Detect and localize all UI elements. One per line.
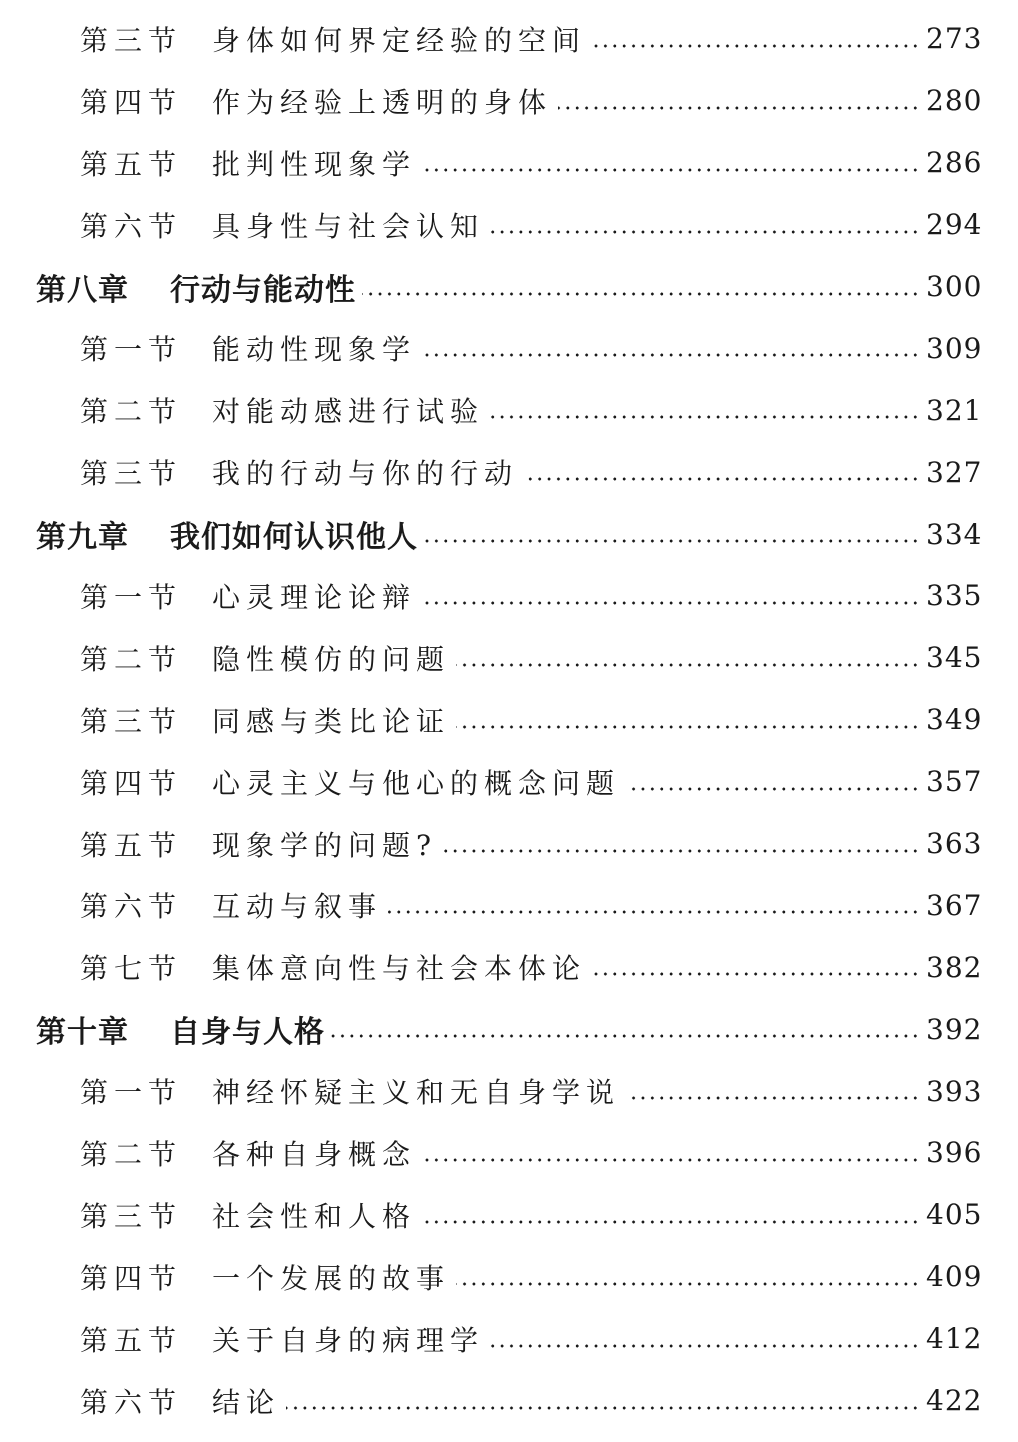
entry-title: 我的行动与你的行动	[212, 457, 519, 491]
entry-title: 社会性和人格	[212, 1199, 417, 1233]
entry-title: 能动性现象学	[212, 333, 417, 367]
dot-leader	[490, 1344, 920, 1348]
section-label: 第五节	[80, 1323, 183, 1357]
entry-title: 自身与人格	[170, 1015, 325, 1051]
entry-title: 现象学的问题?	[212, 828, 438, 862]
dot-leader	[456, 663, 920, 667]
entry-title: 心灵理论论辩	[212, 580, 417, 614]
dot-leader	[524, 477, 920, 481]
toc-section-entry[interactable]	[0, 1122, 1018, 1184]
toc-chapter-entry[interactable]	[0, 256, 1018, 318]
page-number: 286	[926, 146, 983, 180]
entry-title: 神经怀疑主义和无自身学说	[212, 1076, 621, 1110]
page-number: 363	[926, 827, 983, 861]
dot-leader	[422, 601, 920, 605]
section-label: 第二节	[80, 1137, 183, 1171]
page-number: 396	[926, 1136, 983, 1170]
toc-section-entry[interactable]	[0, 813, 1018, 875]
toc-chapter-entry[interactable]	[0, 998, 1018, 1060]
dot-leader	[422, 1220, 920, 1224]
entry-title: 批判性现象学	[212, 147, 417, 181]
page-number: 422	[926, 1384, 983, 1418]
page-number: 392	[926, 1012, 983, 1046]
entry-title: 互动与叙事	[212, 890, 383, 924]
toc-section-entry[interactable]	[0, 379, 1018, 441]
section-label: 第一节	[80, 580, 183, 614]
section-label: 第五节	[80, 147, 183, 181]
toc-section-entry[interactable]	[0, 874, 1018, 936]
entry-title: 一个发展的故事	[212, 1261, 451, 1295]
section-label: 第三节	[80, 704, 183, 738]
entry-title: 身体如何界定经验的空间	[212, 23, 587, 57]
toc-section-entry[interactable]	[0, 627, 1018, 689]
dot-leader	[592, 972, 920, 976]
page-number: 412	[926, 1322, 983, 1356]
page-number: 409	[926, 1260, 983, 1294]
dot-leader	[362, 292, 920, 296]
section-label: 第四节	[80, 85, 183, 119]
page-number: 357	[926, 765, 983, 799]
page-number: 367	[926, 888, 983, 922]
toc-section-entry[interactable]	[0, 70, 1018, 132]
dot-leader	[626, 787, 920, 791]
page-number: 294	[926, 208, 983, 242]
page-number: 405	[926, 1198, 983, 1232]
section-label: 第二节	[80, 395, 183, 429]
section-label: 第六节	[80, 209, 183, 243]
toc-section-entry[interactable]	[0, 1184, 1018, 1246]
entry-title: 我们如何认识他人	[170, 520, 418, 556]
table-of-contents	[0, 8, 1018, 1431]
section-label: 第一节	[80, 333, 183, 367]
dot-leader	[424, 539, 920, 543]
section-label: 第二节	[80, 642, 183, 676]
section-label: 第七节	[80, 952, 183, 986]
section-label: 第一节	[80, 1076, 183, 1110]
toc-section-entry[interactable]	[0, 689, 1018, 751]
toc-section-entry[interactable]	[0, 565, 1018, 627]
dot-leader	[456, 1282, 920, 1286]
section-label: 第六节	[80, 890, 183, 924]
dot-leader	[456, 725, 920, 729]
toc-section-entry[interactable]	[0, 1060, 1018, 1122]
entry-title: 心灵主义与他心的概念问题	[212, 766, 621, 800]
page-number: 393	[926, 1074, 983, 1108]
toc-section-entry[interactable]	[0, 8, 1018, 70]
dot-leader	[422, 1158, 920, 1162]
entry-title: 同感与类比论证	[212, 704, 451, 738]
page-number: 335	[926, 579, 983, 613]
page-number: 327	[926, 455, 983, 489]
page-number: 382	[926, 950, 983, 984]
dot-leader	[422, 353, 920, 357]
entry-title: 具身性与社会认知	[212, 209, 485, 243]
dot-leader	[490, 230, 920, 234]
page-number: 334	[926, 517, 983, 551]
toc-chapter-entry[interactable]	[0, 503, 1018, 565]
entry-title: 作为经验上透明的身体	[212, 85, 553, 119]
section-label: 第四节	[80, 1261, 183, 1295]
dot-leader	[592, 44, 920, 48]
toc-section-entry[interactable]	[0, 751, 1018, 813]
chapter-label: 第九章	[36, 520, 129, 556]
dot-leader	[558, 106, 920, 110]
chapter-label: 第十章	[36, 1015, 129, 1051]
dot-leader	[422, 168, 920, 172]
page-number: 280	[926, 84, 983, 118]
toc-section-entry[interactable]	[0, 1308, 1018, 1370]
toc-section-entry[interactable]	[0, 132, 1018, 194]
page-number: 309	[926, 331, 983, 365]
toc-section-entry[interactable]	[0, 441, 1018, 503]
section-label: 第三节	[80, 457, 183, 491]
dot-leader	[626, 1096, 920, 1100]
toc-section-entry[interactable]	[0, 936, 1018, 998]
entry-title: 结论	[212, 1385, 281, 1419]
entry-title: 各种自身概念	[212, 1137, 417, 1171]
toc-section-entry[interactable]	[0, 317, 1018, 379]
section-label: 第五节	[80, 828, 183, 862]
entry-title: 关于自身的病理学	[212, 1323, 485, 1357]
chapter-label: 第八章	[36, 272, 129, 308]
toc-section-entry[interactable]	[0, 194, 1018, 256]
dot-leader	[490, 415, 920, 419]
section-label: 第六节	[80, 1385, 183, 1419]
dot-leader	[388, 910, 920, 914]
page-number: 349	[926, 703, 983, 737]
page-number: 345	[926, 641, 983, 675]
section-label: 第三节	[80, 23, 183, 57]
entry-title: 集体意向性与社会本体论	[212, 952, 587, 986]
section-label: 第三节	[80, 1199, 183, 1233]
toc-section-entry[interactable]	[0, 1370, 1018, 1432]
dot-leader	[443, 849, 920, 853]
entry-title: 隐性模仿的问题	[212, 642, 451, 676]
toc-section-entry[interactable]	[0, 1246, 1018, 1308]
entry-title: 对能动感进行试验	[212, 395, 485, 429]
entry-title: 行动与能动性	[170, 272, 356, 308]
page-number: 273	[926, 22, 983, 56]
page-number: 321	[926, 393, 983, 427]
section-label: 第四节	[80, 766, 183, 800]
dot-leader	[286, 1406, 920, 1410]
page-number: 300	[926, 270, 983, 303]
dot-leader	[331, 1034, 920, 1038]
